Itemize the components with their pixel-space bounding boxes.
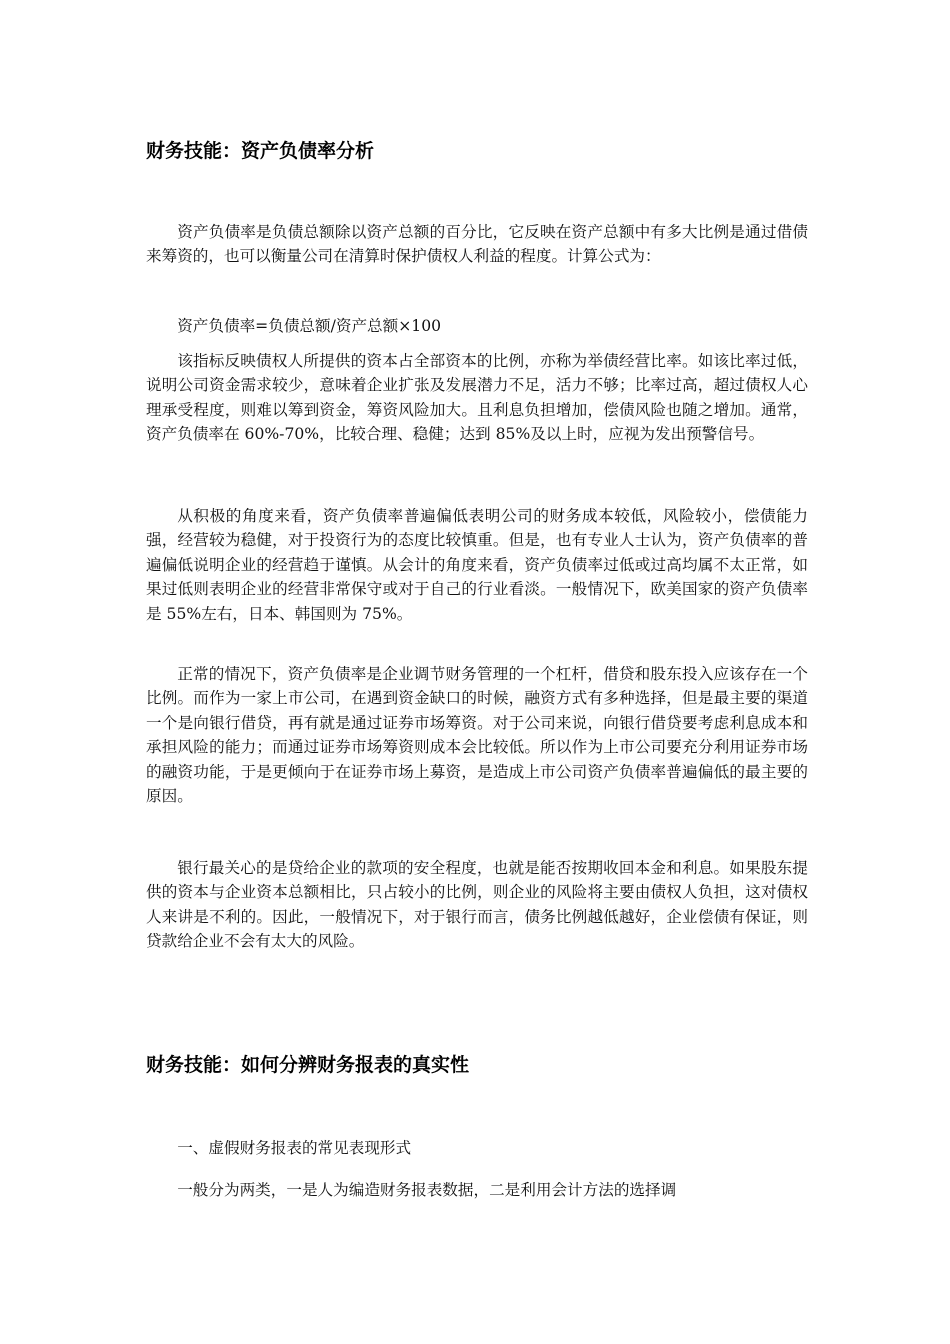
section-title-debt-ratio: 财务技能：资产负债率分析 [146, 140, 375, 162]
paragraph-indicator-meaning: 该指标反映债权人所提供的资本占全部资本的比例，亦称为举债经营比率。如该比率过低，说明公司资金需求较少，意味着企业扩张及发展潜力不足，活力不够；比率过高，超过债权人心理承受程度，则难以筹到资金，筹资风险加大。且利息负担增加，偿债风险也随之增加。通常，资产负债率在 60%-70%，比较合理、稳健；达到 85%及以上时，应视为发出预警信号。 [146, 352, 808, 444]
paragraph-positive-view: 从积极的角度来看，资产负债率普遍偏低表明公司的财务成本较低，风险较小，偿债能力强，经营较为稳健，对于投资行为的态度比较慎重。但是，也有专业人士认为，资产负债率的普遍偏低说明企业的经营趋于谨慎。从会计的角度来看，资产负债率过低或过高均属不太正常，如果过低则表明企业的经营非常保守或对于自己的行业看淡。一般情况下，欧美国家的资产负债率是 55%左右，日本、韩国则为 75%。 [146, 507, 808, 623]
paragraph-normal-situation: 正常的情况下，资产负债率是企业调节财务管理的一个杠杆，借贷和股东投入应该存在一个比例。而作为一家上市公司，在遇到资金缺口的时候，融资方式有多种选择，但是最主要的渠道一个是向银行借贷，再有就是通过证券市场筹资。对于公司来说，向银行借贷要考虑利息成本和承担风险的能力；而通过证券市场筹资则成本会比较低。所以作为上市公司要充分利用证券市场的融资功能，于是更倾向于在证券市场上募资，是造成上市公司资产负债率普遍偏低的最主要的原因。 [146, 665, 808, 806]
paragraph-two-categories: 一般分为两类，一是人为编造财务报表数据，二是利用会计方法的选择调 [177, 1181, 677, 1199]
paragraph-definition: 资产负债率是负债总额除以资产总额的百分比，它反映在资产总额中有多大比例是通过借债来筹资的，也可以衡量公司在清算时保护债权人利益的程度。计算公式为： [146, 223, 808, 266]
subheading-false-statements: 一、虚假财务报表的常见表现形式 [177, 1139, 412, 1157]
formula-line: 资产负债率=负债总额/资产总额×100 [177, 317, 442, 335]
section-title-statement-authenticity: 财务技能：如何分辨财务报表的真实性 [146, 1054, 470, 1076]
paragraph-bank-concern: 银行最关心的是贷给企业的款项的安全程度，也就是能否按期收回本金和利息。如果股东提供的资本与企业资本总额相比，只占较小的比例，则企业的风险将主要由债权人负担，这对债权人来讲是不利的。因此，一般情况下，对于银行而言，债务比例越低越好，企业偿债有保证，则贷款给企业不会有太大的风险。 [146, 859, 808, 951]
